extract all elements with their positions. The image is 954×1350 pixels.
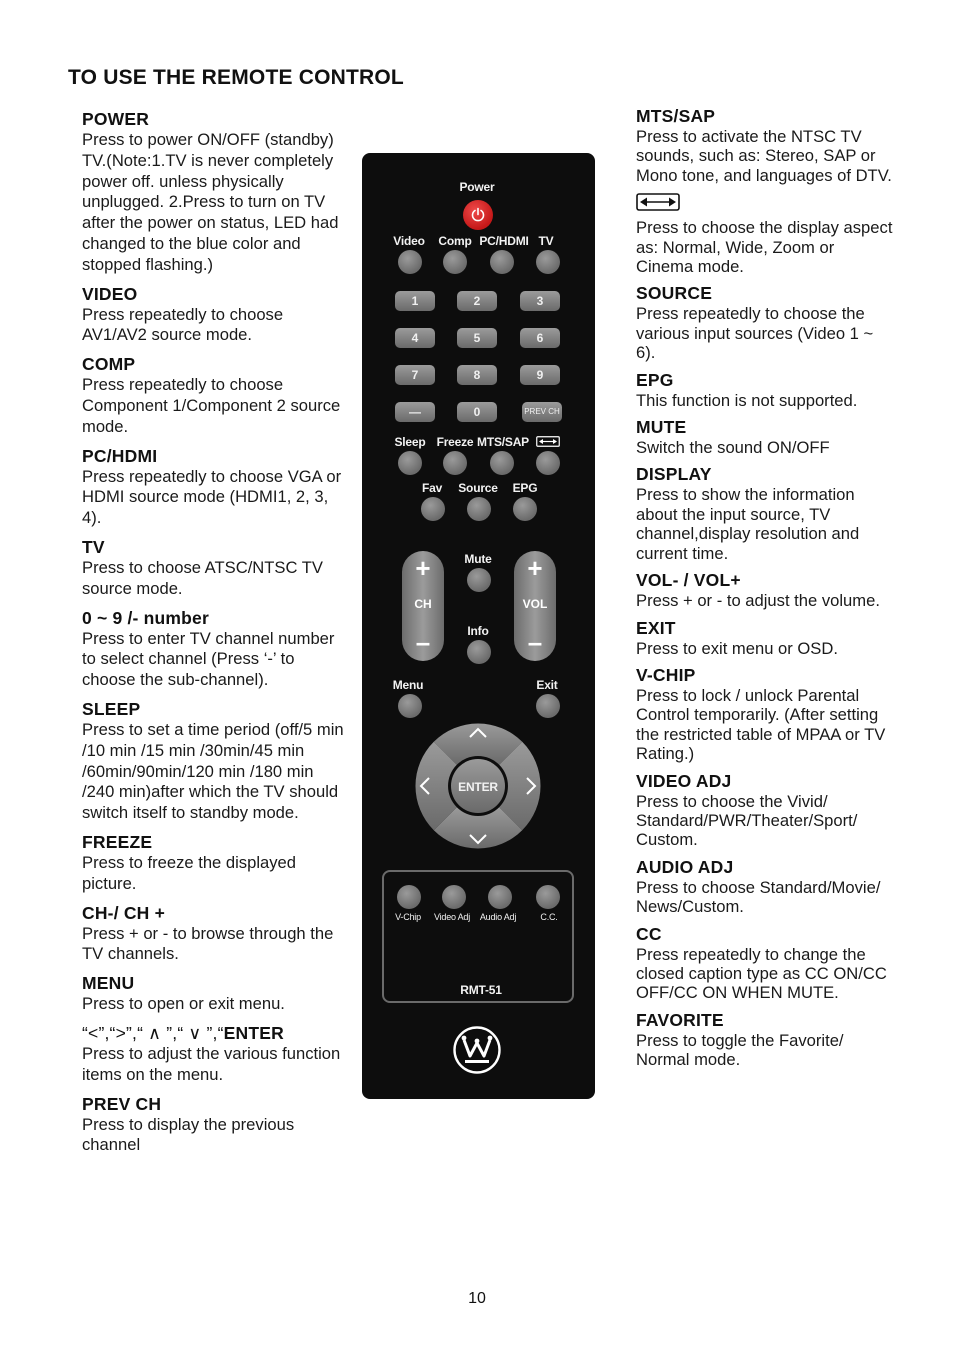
video-adj-label: Video Adj xyxy=(433,912,471,922)
instruction-entry xyxy=(636,664,894,764)
vol-label: VOL xyxy=(522,597,548,611)
entry-description: Switch the sound ON/OFF xyxy=(636,438,830,458)
aspect-ratio-icon xyxy=(536,436,560,447)
pc-hdmi-button[interactable] xyxy=(490,250,514,274)
keypad-0-button[interactable]: 0 xyxy=(457,402,497,422)
entry-title-freeze xyxy=(82,831,344,853)
entry-title-text: VIDEO xyxy=(82,283,138,304)
entry-description: Press repeatedly to choose AV1/AV2 source mode. xyxy=(82,304,284,345)
instruction-entry xyxy=(636,369,894,410)
entry-description: Press to choose Standard/Movie/ News/Custom. xyxy=(636,877,881,917)
entry-title-text: SLEEP xyxy=(82,698,141,719)
keypad-4-button[interactable]: 4 xyxy=(395,328,435,348)
westinghouse-logo-icon xyxy=(452,1025,502,1075)
entry-description: Press repeatedly to choose Component 1/Component 2 source mode. xyxy=(82,375,341,436)
channel-up-icon: + xyxy=(415,553,431,583)
enter-label: ENTER xyxy=(458,780,498,794)
instruction-entry xyxy=(636,923,894,1003)
instruction-entry xyxy=(636,1009,894,1070)
mts-sap-button[interactable] xyxy=(490,451,514,475)
entry-title-text: TV xyxy=(82,536,105,557)
entry-title-tv xyxy=(82,536,344,558)
entry-description: Press repeatedly to choose the various input sources (Video 1 ~ 6). xyxy=(636,304,874,363)
power-button[interactable] xyxy=(463,200,493,230)
entry-title-sleep xyxy=(82,698,344,720)
entry-title-power xyxy=(82,108,344,130)
keypad-7-button[interactable]: 7 xyxy=(395,365,435,385)
comp-button[interactable] xyxy=(443,250,467,274)
keypad-9-button[interactable]: 9 xyxy=(520,365,560,385)
dash-button[interactable]: — xyxy=(395,402,435,422)
entry-description: Press to adjust the various function items on the menu. xyxy=(82,1043,341,1084)
entry-title-source xyxy=(636,282,894,304)
audio-adj-label: Audio Adj xyxy=(479,912,517,922)
video-label: Video xyxy=(393,234,425,248)
entry-description: Press to open or exit menu. xyxy=(82,994,285,1014)
volume-up-icon: + xyxy=(527,553,543,583)
power-label: Power xyxy=(459,180,495,194)
keypad-5-button[interactable]: 5 xyxy=(457,328,497,348)
mts-sap-label: MTS/SAP xyxy=(477,435,529,449)
entry-title-display xyxy=(636,463,894,485)
instruction-entry xyxy=(82,108,344,276)
instruction-entry xyxy=(636,105,894,185)
keypad-2-button[interactable]: 2 xyxy=(457,291,497,311)
entry-description: Press + or - to adjust the volume. xyxy=(636,591,880,611)
info-button[interactable] xyxy=(467,640,491,664)
keypad-3-button[interactable]: 3 xyxy=(520,291,560,311)
entry-title-exit xyxy=(636,617,894,639)
channel-down-icon: – xyxy=(415,627,431,657)
instruction-entry xyxy=(82,283,344,347)
entry-description: Press to choose the display aspect as: Normal, Wide, Zoom or Cinema mode. xyxy=(636,218,893,277)
tv-label: TV xyxy=(538,234,554,248)
source-label: Source xyxy=(458,481,498,495)
audio-adj-button[interactable] xyxy=(488,885,512,909)
instruction-entry xyxy=(636,569,894,610)
entry-title-mts-sap xyxy=(636,105,894,127)
prev-ch-button[interactable]: PREV CH xyxy=(522,402,562,422)
instruction-entry xyxy=(82,1022,344,1086)
entry-description: Press to enter TV channel number to select channel (Press ‘-’ to choose the sub-channel). xyxy=(82,628,335,690)
ch-label: CH xyxy=(414,597,432,611)
entry-description: Press + or - to browse through the TV channels. xyxy=(82,923,334,964)
instruction-entry xyxy=(636,282,894,362)
entry-title-text: MTS/SAP xyxy=(636,106,716,126)
entry-title-text: VIDEO ADJ xyxy=(636,770,732,791)
page-number: 10 xyxy=(468,1290,486,1307)
entry-title-text: SOURCE xyxy=(636,283,713,304)
channel-rocker[interactable] xyxy=(402,551,444,661)
entry-title-favorite xyxy=(636,1009,894,1031)
left-column xyxy=(82,108,344,1163)
keypad-1-button[interactable]: 1 xyxy=(395,291,435,311)
instruction-entry xyxy=(82,902,344,966)
entry-description: Press to set a time period (off/5 min /10 min /15 min /30min/45 min /60min/90min/120 min /180 min /240 min)after which the TV should switch itself to standby mode. xyxy=(82,719,344,823)
entry-title-text: VOL- / VOL+ xyxy=(636,570,741,591)
freeze-label: Freeze xyxy=(436,435,474,449)
exit-label: Exit xyxy=(536,678,558,692)
entry-title-video xyxy=(82,283,344,305)
entry-title-text: FREEZE xyxy=(82,831,153,852)
entry-title-cc xyxy=(636,923,894,945)
entry-title-video-adj xyxy=(636,770,894,792)
source-button[interactable] xyxy=(467,497,491,521)
instruction-entry xyxy=(82,536,344,600)
mute-button[interactable] xyxy=(467,568,491,592)
instruction-entry xyxy=(82,972,344,1015)
epg-label: EPG xyxy=(512,481,538,495)
entry-title-text: ENTER xyxy=(223,1022,284,1043)
v-chip-label: V-Chip xyxy=(395,912,421,922)
instruction-entry xyxy=(636,770,894,850)
entry-title-text: V-CHIP xyxy=(636,664,696,685)
menu-label: Menu xyxy=(392,678,424,692)
mute-label: Mute xyxy=(464,552,492,566)
entry-title-text: DISPLAY xyxy=(636,464,712,485)
instruction-entry xyxy=(636,416,894,457)
fav-button[interactable] xyxy=(421,497,445,521)
cc-label: C.C. xyxy=(540,912,558,922)
entry-description: Press to display the previous channel xyxy=(82,1114,295,1155)
right-column xyxy=(636,105,894,1076)
video-button[interactable] xyxy=(398,250,422,274)
sleep-label: Sleep xyxy=(394,435,426,449)
instruction-entry xyxy=(82,698,344,824)
entry-description: Press to lock / unlock Parental Control temporarily. (After setting the restricted table of MPAA or TV Rating.) xyxy=(636,685,886,764)
entry-description: Press to activate the NTSC TV sounds, such as: Stereo, SAP or Mono tone, and languages of DTV. xyxy=(636,127,892,185)
freeze-button[interactable] xyxy=(443,451,467,475)
instruction-entry xyxy=(636,617,894,658)
aspect-ratio-icon xyxy=(636,193,680,211)
entry-title-vol-vol xyxy=(636,569,894,591)
instruction-entry xyxy=(82,831,344,895)
keypad-8-button[interactable]: 8 xyxy=(457,365,497,385)
cc-button[interactable] xyxy=(536,885,560,909)
entry-title-ch-ch xyxy=(82,902,344,924)
instruction-entry xyxy=(82,1093,344,1157)
power-icon xyxy=(470,207,486,223)
instruction-entry xyxy=(82,607,344,691)
entry-title-text: 0 ~ 9 /- number xyxy=(82,607,209,628)
epg-button[interactable] xyxy=(513,497,537,521)
info-label: Info xyxy=(467,624,489,638)
entry-title-prefix: “<”,“>”,“ ∧ ”,“ ∨ ”,“ xyxy=(82,1022,224,1043)
entry-title-text: MENU xyxy=(82,973,135,994)
entry-title-v-chip xyxy=(636,664,894,686)
entry-title-text: PC/HDMI xyxy=(82,445,158,466)
entry-title-epg xyxy=(636,369,894,391)
entry-title-pc-hdmi xyxy=(82,445,344,467)
entry-description: Press repeatedly to change the closed caption type as CC ON/CC OFF/CC ON WHEN MUTE. xyxy=(636,944,887,1003)
entry-title-text: CC xyxy=(636,923,662,944)
instruction-entry xyxy=(636,463,894,563)
entry-title-menu xyxy=(82,972,344,994)
entry-description: Press to show the information about the input source, TV channel,display resolution and current time. xyxy=(636,485,860,563)
entry-title-text: AUDIO ADJ xyxy=(636,856,734,877)
entry-title-text: MUTE xyxy=(636,417,687,438)
volume-rocker[interactable] xyxy=(514,551,556,661)
instruction-entry xyxy=(82,353,344,437)
entry-title-enter xyxy=(82,1022,344,1044)
entry-description: Press repeatedly to choose VGA or HDMI source mode (HDMI1, 2, 3, 4). xyxy=(82,466,342,528)
sleep-button[interactable] xyxy=(398,451,422,475)
entry-description: Press to exit menu or OSD. xyxy=(636,638,838,658)
remote-control xyxy=(362,153,595,1099)
entry-title-text: CH-/ CH + xyxy=(82,902,165,923)
entry-description: Press to power ON/OFF (standby) TV.(Note:1.TV is never completely power off. unless physically unplugged. 2.Press to turn on TV after the power on status, LED had changed to the blue color and stopped flashing.) xyxy=(82,130,339,274)
entry-description: Press to toggle the Favorite/ Normal mode. xyxy=(636,1030,844,1070)
v-chip-button[interactable] xyxy=(397,885,421,909)
entry-description: Press to freeze the displayed picture. xyxy=(82,852,296,893)
entry-title-prev-ch xyxy=(82,1093,344,1115)
video-adj-button[interactable] xyxy=(442,885,466,909)
entry-title-mute xyxy=(636,416,894,438)
entry-title-text: EPG xyxy=(636,369,674,390)
aspect-button[interactable] xyxy=(536,451,560,475)
entry-description: Press to choose the Vivid/ Standard/PWR/Theater/Sport/ Custom. xyxy=(636,791,858,850)
keypad-6-button[interactable]: 6 xyxy=(520,328,560,348)
entry-title-text: COMP xyxy=(82,354,136,375)
entry-title-comp xyxy=(82,353,344,375)
entry-description: Press to choose ATSC/NTSC TV source mode. xyxy=(82,557,323,598)
instruction-entry xyxy=(82,445,344,529)
comp-label: Comp xyxy=(438,234,472,248)
pc-hdmi-label: PC/HDMI xyxy=(479,234,529,248)
fav-label: Fav xyxy=(421,481,443,495)
instruction-entry xyxy=(636,856,894,917)
entry-title-text: PREV CH xyxy=(82,1093,162,1114)
tv-button[interactable] xyxy=(536,250,560,274)
instruction-entry xyxy=(636,191,894,276)
entry-description: This function is not supported. xyxy=(636,390,858,410)
entry-title-text: EXIT xyxy=(636,617,676,638)
model-label: RMT-51 xyxy=(460,983,502,997)
entry-title-audio-adj xyxy=(636,856,894,878)
entry-title-0-9-number xyxy=(82,607,344,629)
entry-title-text: POWER xyxy=(82,109,150,129)
volume-down-icon: – xyxy=(527,627,543,657)
entry-title-text: FAVORITE xyxy=(636,1009,724,1030)
page-title: TO USE THE REMOTE CONTROL xyxy=(68,66,404,89)
